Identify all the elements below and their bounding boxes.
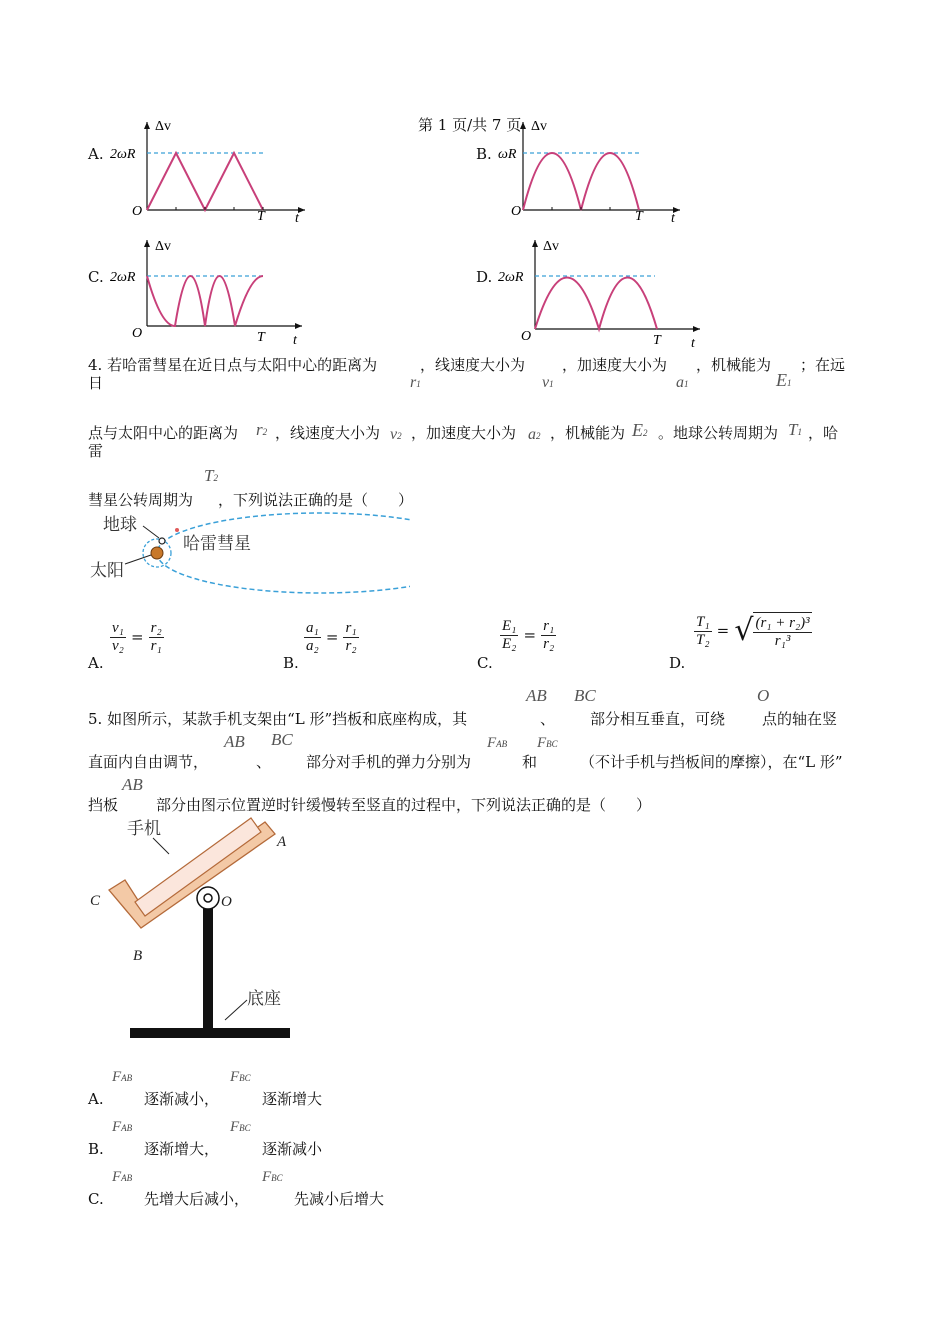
q3d-ytick: 2ωR — [498, 270, 524, 285]
q4-sym-T1: T1 — [788, 420, 802, 439]
q3-option-d-label: D. — [476, 268, 493, 286]
q3c-ytick: 2ωR — [110, 270, 136, 285]
q5-option-a-label: A. — [88, 1090, 104, 1108]
point-a-label: A — [277, 834, 287, 850]
q4-line2-g: 雷 — [88, 442, 104, 460]
q3b-ytick: ωR — [498, 147, 517, 162]
q4-sym-E2: E2 — [632, 420, 648, 440]
q3a-axis-dv: Δv — [155, 119, 172, 134]
q4-line2-f: ，哈 — [808, 424, 839, 442]
q4-line1-e: ；在远 — [800, 356, 846, 374]
q5c-sym-fab: FAB — [112, 1169, 133, 1185]
q5-sym-ab-3: AB — [122, 775, 143, 794]
comet-label: 哈雷彗星 — [183, 534, 251, 553]
q4-option-c-label: C. — [477, 654, 493, 672]
q5-sym-fab: FAB — [487, 735, 508, 751]
base-label: 底座 — [247, 989, 281, 1008]
q5c-sym-fbc: FBC — [262, 1169, 283, 1185]
q4-sym-E1: E1 — [776, 370, 792, 390]
q3-graph-c — [105, 234, 315, 349]
q3d-origin: O — [521, 329, 532, 344]
q4-sym-a2: a2 — [528, 426, 541, 443]
q3c-axis-dv: Δv — [155, 239, 172, 254]
q4-sym-v1: v1 — [542, 374, 554, 391]
q5-option-b-label: B. — [88, 1140, 104, 1158]
q4-line1-f: 日 — [88, 374, 104, 392]
q3d-ttick: T — [653, 333, 661, 348]
sun-icon — [151, 547, 163, 559]
q5-line2-a: 直面内自由调节， — [88, 753, 209, 771]
q4-option-d-formula: $\frac{\text{T₁}}{\text{T₂}}$ = √ $\frac{\text{(r₁ + r₂)³}}{\text{r₁³}}$ — [696, 613, 810, 649]
q5-line3-a: 挡板 — [88, 796, 119, 814]
q5-option-a-t1: 逐渐减小， — [144, 1090, 220, 1108]
q4-line2-c: ，加速度大小为 — [411, 424, 517, 442]
q5-sym-ab-1: AB — [526, 686, 547, 705]
q5-sym-bc-2: BC — [271, 730, 293, 749]
q3c-ttick: T — [257, 330, 265, 345]
q4-orbit-figure — [85, 508, 410, 600]
q5-option-c-t2: 先减小后增大 — [294, 1190, 385, 1208]
q5-option-a-t2: 逐渐增大 — [262, 1090, 323, 1108]
q5-option-b-t1: 逐渐增大， — [144, 1140, 220, 1158]
q5-line1-c: 部分相互垂直，可绕 — [590, 710, 726, 728]
point-c-label: C — [90, 893, 101, 909]
q5-option-c-label: C. — [88, 1190, 104, 1208]
q5-sym-o: O — [757, 686, 770, 705]
q3b-axis-dv: Δv — [531, 119, 548, 134]
q4-line1-c: ，加速度大小为 — [562, 356, 668, 374]
q5-stand-figure — [85, 810, 310, 1045]
q3-option-a-label: A. — [88, 145, 104, 163]
q3-graph-a — [105, 110, 315, 225]
q4-option-d-label: D. — [669, 654, 686, 672]
q3c-origin: O — [132, 326, 143, 341]
q5b-sym-fab: FAB — [112, 1119, 133, 1135]
phone-label: 手机 — [127, 819, 161, 838]
q4-line2-d: ，机械能为 — [550, 424, 626, 442]
q3a-origin: O — [132, 204, 143, 219]
q3d-axis-dv: Δv — [543, 239, 560, 254]
q5-sym-bc-1: BC — [574, 686, 596, 705]
q4-line2-a: 点与太阳中心的距离为 — [88, 424, 239, 442]
q3a-ttick: T — [257, 209, 265, 224]
q5-line2-c: 部分对手机的弹力分别为 — [306, 753, 472, 771]
point-o-label: O — [221, 894, 232, 910]
q3-graph-d — [495, 234, 705, 349]
q4-option-a-formula: $\frac{\text{v₁}}{\text{v₂}}$ = $\frac{\text{r₂}}{\text{r₁}}$ — [112, 620, 162, 654]
q4-option-a-label: A. — [88, 654, 104, 672]
q4-line2-b: ，线速度大小为 — [275, 424, 381, 442]
q5-line1-b: 、 — [540, 710, 556, 728]
sqrt-icon: √ — [734, 613, 754, 648]
q3b-ttick: T — [635, 209, 643, 224]
q3d-taxis: t — [691, 336, 695, 349]
q4-sym-v2: v2 — [390, 426, 402, 443]
earth-label: 地球 — [103, 515, 137, 534]
q4-line1-b: ，线速度大小为 — [420, 356, 526, 374]
q4-option-b-label: B. — [283, 654, 299, 672]
q5b-sym-fbc: FBC — [230, 1119, 251, 1135]
q3-option-c-label: C. — [88, 268, 104, 286]
q3a-ytick: 2ωR — [110, 147, 136, 162]
q4-sym-r2: r2 — [256, 420, 268, 439]
q4-line1-d: ，机械能为 — [696, 356, 772, 374]
comet-icon — [175, 528, 179, 532]
page-label: 第 1 页/共 7 页 — [418, 116, 522, 134]
q5-line2-d: 和 — [522, 753, 538, 771]
q5-line2-b: 、 — [256, 753, 272, 771]
earth-icon — [159, 538, 165, 544]
q4-sym-a1: a1 — [676, 374, 689, 391]
q4-line3-a: 彗星公转周期为 — [88, 491, 194, 509]
comet-orbit — [157, 513, 410, 593]
stand-post — [203, 908, 213, 1030]
q5-sym-fbc: FBC — [537, 735, 558, 751]
q4-option-c-formula: $\frac{\text{E₁}}{\text{E₂}}$ = $\frac{\text{r₁}}{\text{r₂}}$ — [502, 618, 555, 652]
q5-line1-a: 5. 如图所示，某款手机支架由“L 形”挡板和底座构成，其 — [88, 710, 468, 728]
q4-sym-r1: r1 — [410, 374, 421, 391]
q3b-origin: O — [511, 204, 522, 219]
q5a-sym-fab: FAB — [112, 1069, 133, 1085]
q4-option-b-formula: $\frac{\text{a₁}}{\text{a₂}}$ = $\frac{\text{r₁}}{\text{r₂}}$ — [306, 620, 357, 654]
q5-line1-d: 点的轴在竖 — [762, 710, 838, 728]
q5a-sym-fbc: FBC — [230, 1069, 251, 1085]
q4-sym-T2: T2 — [204, 466, 218, 485]
q4-line2-e: 。地球公转周期为 — [658, 424, 779, 442]
q4-line3-b: ，下列说法正确的是（ ） — [218, 491, 414, 509]
point-b-label: B — [133, 948, 143, 964]
q3a-taxis: t — [295, 211, 299, 225]
pivot-inner — [204, 894, 212, 902]
q3-graph-b — [495, 110, 695, 225]
q5-option-b-t2: 逐渐减小 — [262, 1140, 323, 1158]
sun-label: 太阳 — [90, 561, 124, 580]
q3c-taxis: t — [293, 333, 297, 348]
q5-sym-ab-2: AB — [224, 732, 245, 751]
q4-line1-a: 4. 若哈雷彗星在近日点与太阳中心的距离为 — [88, 356, 378, 374]
q5-option-c-t1: 先增大后减小， — [144, 1190, 250, 1208]
q3-option-b-label: B. — [476, 145, 492, 163]
q3b-taxis: t — [671, 211, 675, 225]
q5-line2-e: （不计手机与挡板间的摩擦），在“L 形” — [580, 753, 843, 771]
q5-line3-b: 部分由图示位置逆时针缓慢转至竖直的过程中，下列说法正确的是（ ） — [156, 796, 652, 814]
